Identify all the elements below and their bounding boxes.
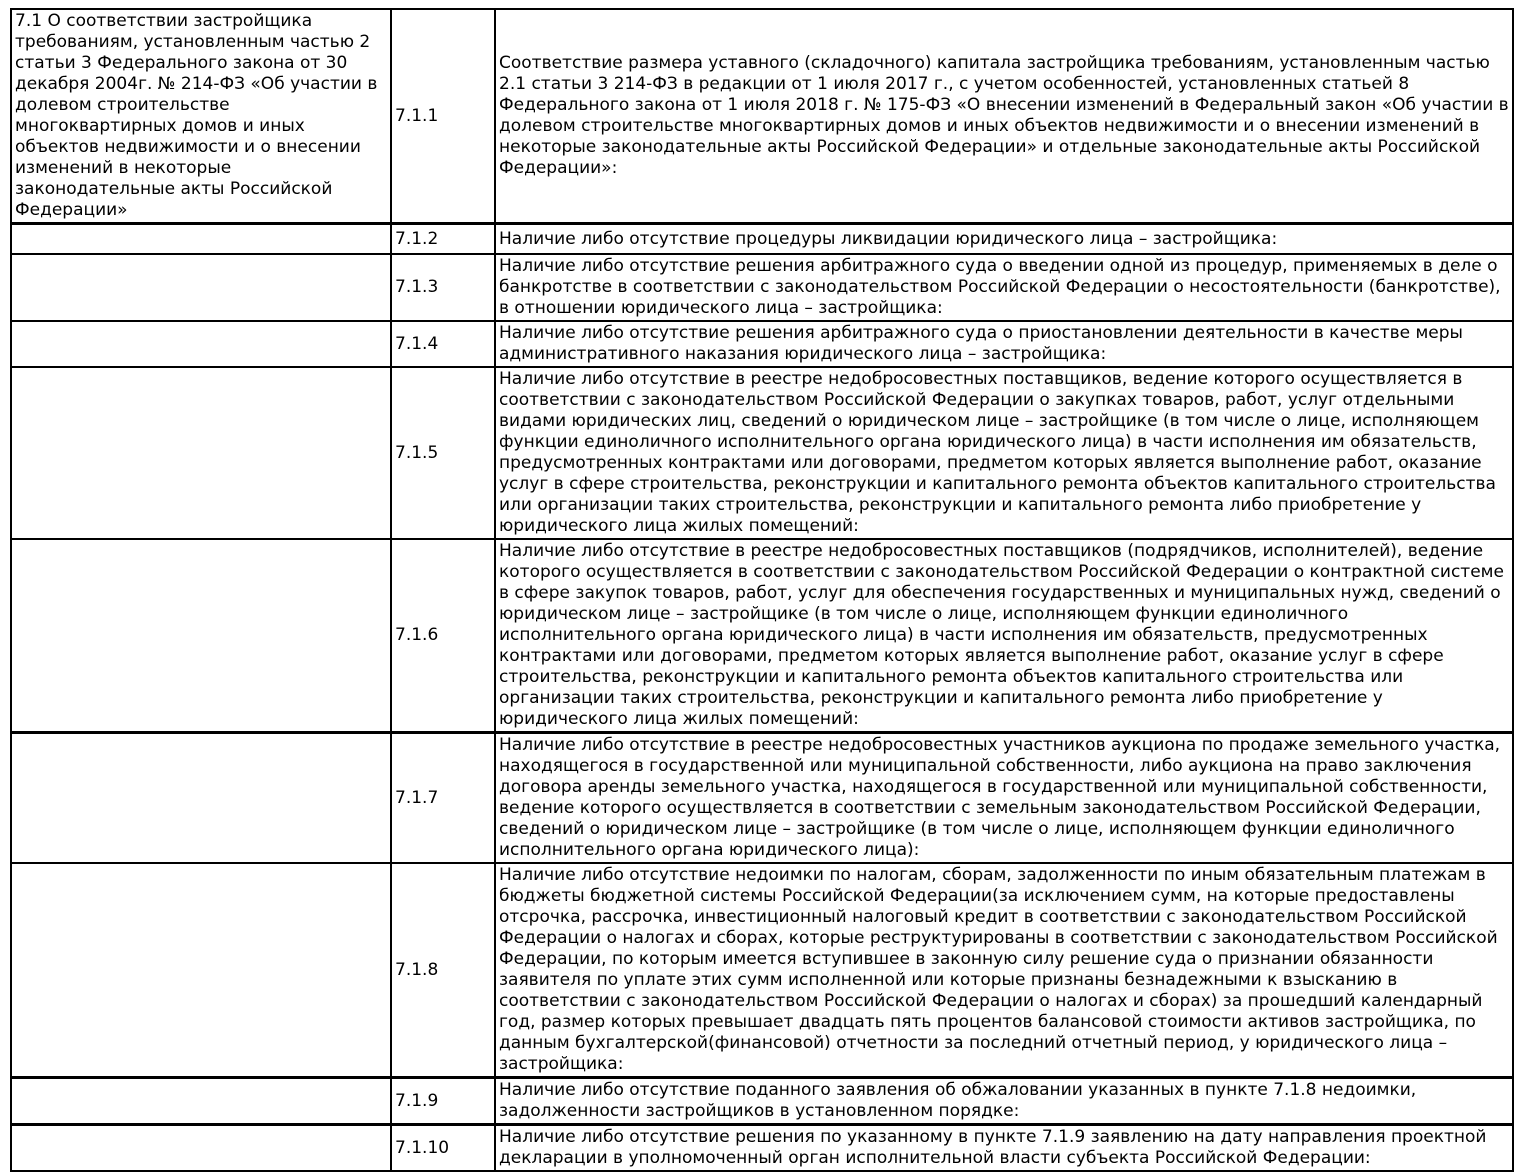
table-row bbox=[11, 863, 1513, 1078]
item-number-cell: 7.1.5 bbox=[391, 367, 495, 539]
item-description-cell: Наличие либо отсутствие процедуры ликвидации юридического лица – застройщика: bbox=[495, 224, 1513, 255]
item-number-cell: 7.1.9 bbox=[391, 1078, 495, 1125]
item-number-cell: 7.1.4 bbox=[391, 321, 495, 367]
developer-compliance-table bbox=[10, 8, 1514, 1172]
table-row bbox=[11, 733, 1513, 864]
empty-cell bbox=[11, 321, 391, 367]
item-number-cell: 7.1.8 bbox=[391, 863, 495, 1078]
table-row bbox=[11, 321, 1513, 367]
table-row bbox=[11, 9, 1513, 224]
item-description-cell: Наличие либо отсутствие в реестре недобросовестных поставщиков (подрядчиков, исполнителей), ведение которого осуществляется в соответствии с законодательством Российской Федерации о контрактной системе в сфере закупок товаров, работ, услуг для обеспечения государственных и муниципальных нужд, сведений о юридическом лице – застройщике (в том числе о лице, исполняющем функции единоличного исполнительного органа юридического лица) в части исполнения им обязательств, предусмотренных контрактами или договорами, предметом которых является выполнение работ, оказание услуг в сфере строительства, реконструкции и капитального ремонта объектов капитального строительства или организации таких строительства, реконструкции и капитального ремонта либо приобретение у юридического лица жилых помещений: bbox=[495, 539, 1513, 733]
document-page bbox=[10, 8, 1514, 1172]
table-row bbox=[11, 1078, 1513, 1125]
item-description-cell: Наличие либо отсутствие недоимки по налогам, сборам, задолженности по иным обязательным платежам в бюджеты бюджетной системы Российской Федерации(за исключением сумм, на которые предоставлены отсрочка, рассрочка, инвестиционный налоговый кредит в соответствии с законодательством Российской Федерации о налогах и сборах, которые реструктурированы в соответствии с законодательством Российской Федерации, по которым имеется вступившее в законную силу решение суда о признании обязанности заявителя по уплате этих сумм исполненной или которые признаны безнадежными к взысканию в соответствии с законодательством Российской Федерации о налогах и сборах) за прошедший календарный год, размер которых превышает двадцать пять процентов балансовой стоимости активов застройщика, по данным бухгалтерской(финансовой) отчетности за последний отчетный период, у юридического лица – застройщика: bbox=[495, 863, 1513, 1078]
table-row bbox=[11, 1125, 1513, 1172]
item-number-cell: 7.1.3 bbox=[391, 254, 495, 321]
empty-cell bbox=[11, 224, 391, 255]
item-number-cell: 7.1.6 bbox=[391, 539, 495, 733]
item-number-cell: 7.1.2 bbox=[391, 224, 495, 255]
empty-cell bbox=[11, 1125, 391, 1172]
empty-cell bbox=[11, 367, 391, 539]
table-row bbox=[11, 254, 1513, 321]
item-number-cell: 7.1.7 bbox=[391, 733, 495, 864]
empty-cell bbox=[11, 254, 391, 321]
item-description-cell: Наличие либо отсутствие поданного заявления об обжаловании указанных в пункте 7.1.8 недоимки, задолженности застройщиков в установленном порядке: bbox=[495, 1078, 1513, 1125]
item-description-cell: Наличие либо отсутствие решения арбитражного суда о приостановлении деятельности в качестве меры административного наказания юридического лица – застройщика: bbox=[495, 321, 1513, 367]
table-row bbox=[11, 224, 1513, 255]
section-title-cell: 7.1 О соответствии застройщика требованиям, установленным частью 2 статьи 3 Федерального закона от 30 декабря 2004г. № 214-ФЗ «Об участии в долевом строительстве многоквартирных домов и иных объектов недвижимости и о внесении изменений в некоторые законодательные акты Российской Федерации» bbox=[11, 9, 391, 224]
item-description-cell: Наличие либо отсутствие решения арбитражного суда о введении одной из процедур, применяемых в деле о банкротстве в соответствии с законодательством Российской Федерации о несостоятельности (банкротстве), в отношении юридического лица – застройщика: bbox=[495, 254, 1513, 321]
table-row bbox=[11, 367, 1513, 539]
item-description-cell: Наличие либо отсутствие решения по указанному в пункте 7.1.9 заявлению на дату направления проектной декларации в уполномоченный орган исполнительной власти субъекта Российской Федерации: bbox=[495, 1125, 1513, 1172]
item-number-cell: 7.1.1 bbox=[391, 9, 495, 224]
item-description-cell: Наличие либо отсутствие в реестре недобросовестных поставщиков, ведение которого осуществляется в соответствии с законодательством Российской Федерации о закупках товаров, работ, услуг отдельными видами юридических лиц, сведений о юридическом лице – застройщике (в том числе о лице, исполняющем функции единоличного исполнительного органа юридического лица) в части исполнения им обязательств, предусмотренных контрактами или договорами, предметом которых является выполнение работ, оказание услуг в сфере строительства, реконструкции и капитального ремонта объектов капитального строительства или организации таких строительства, реконструкции и капитального ремонта либо приобретение у юридического лица жилых помещений: bbox=[495, 367, 1513, 539]
item-description-cell: Наличие либо отсутствие в реестре недобросовестных участников аукциона по продаже земельного участка, находящегося в государственной или муниципальной собственности, либо аукциона на право заключения договора аренды земельного участка, находящегося в государственной или муниципальной собственности, ведение которого осуществляется в соответствии с земельным законодательством Российской Федерации, сведений о юридическом лице – застройщике (в том числе о лице, исполняющем функции единоличного исполнительного органа юридического лица): bbox=[495, 733, 1513, 864]
empty-cell bbox=[11, 863, 391, 1078]
empty-cell bbox=[11, 733, 391, 864]
table-row bbox=[11, 539, 1513, 733]
empty-cell bbox=[11, 539, 391, 733]
empty-cell bbox=[11, 1078, 391, 1125]
item-description-cell: Соответствие размера уставного (складочного) капитала застройщика требованиям, установленным частью 2.1 статьи 3 214-ФЗ в редакции от 1 июля 2017 г., с учетом особенностей, установленных статьей 8 Федерального закона от 1 июля 2018 г. № 175-ФЗ «О внесении изменений в Федеральный закон «Об участии в долевом строительстве многоквартирных домов и иных объектов недвижимости и о внесении изменений в некоторые законодательные акты Российской Федерации» и отдельные законодательные акты Российской Федерации»: bbox=[495, 9, 1513, 224]
item-number-cell: 7.1.10 bbox=[391, 1125, 495, 1172]
